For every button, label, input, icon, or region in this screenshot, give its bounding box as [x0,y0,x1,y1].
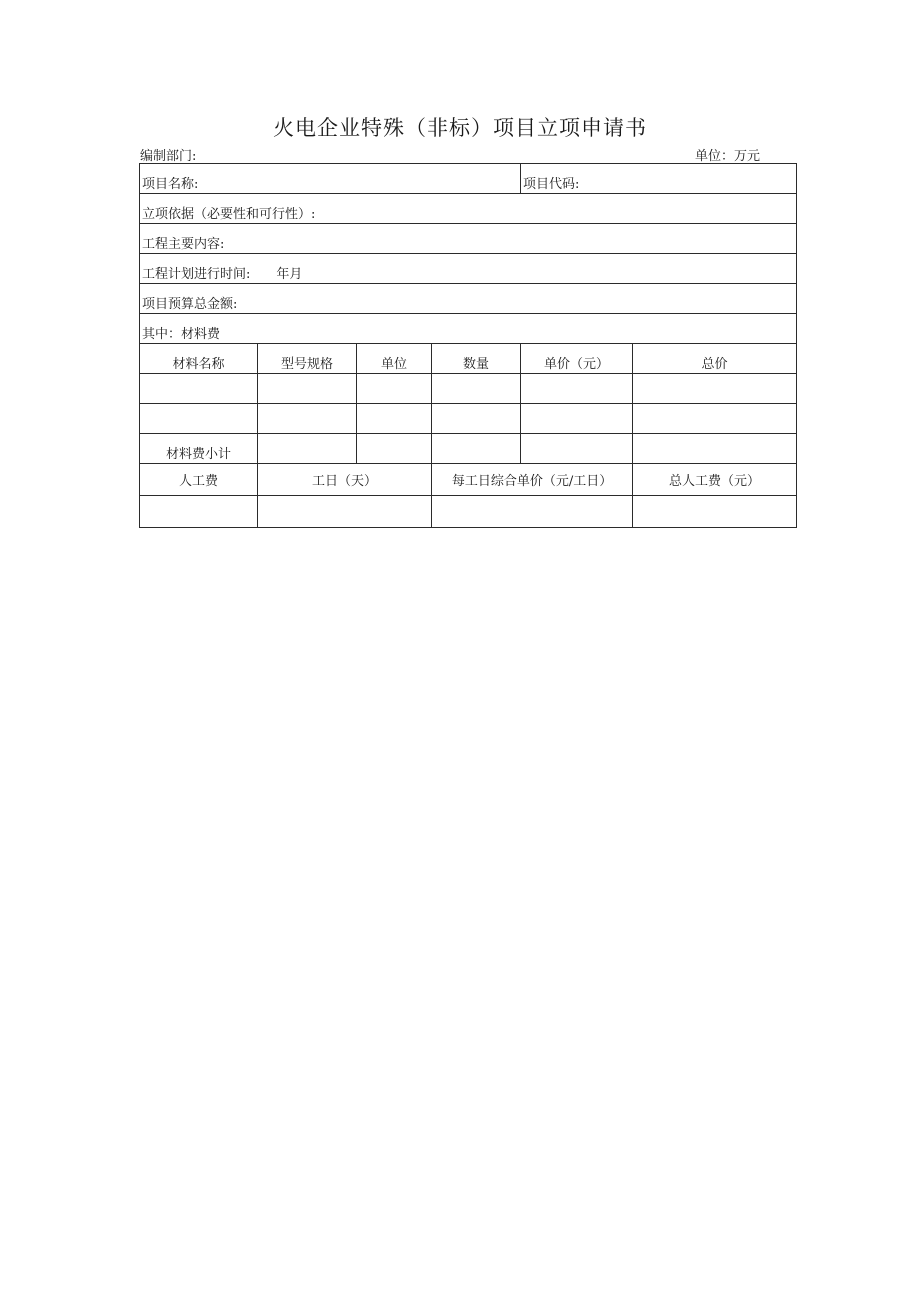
labor-header-row [140,464,797,496]
subtotal-total-cell[interactable] [633,434,797,464]
basis-label: 立项依据（必要性和可行性）: [142,207,316,222]
project-code-label: 项目代码: [523,177,580,192]
unit-price-cell[interactable] [521,374,633,404]
materials-header-row [140,344,797,374]
budget-label: 项目预算总金额: [142,297,238,312]
unit-cell[interactable] [357,374,432,404]
project-name-label: 项目名称: [142,177,199,192]
budget-row [140,284,797,314]
unit-price-cell[interactable] [521,404,633,434]
model-spec-cell[interactable] [258,374,357,404]
material-name-cell[interactable] [140,374,258,404]
material-row [140,404,797,434]
material-fee-label: 其中：材料费 [142,327,221,342]
total-labor-header: 总人工费（元） [633,464,797,496]
material-row [140,374,797,404]
schedule-label: 工程计划进行时间: [142,267,251,282]
page-title: 火电企业特殊（非标）项目立项申请书 [273,116,647,140]
quantity-cell[interactable] [432,404,521,434]
quantity-cell[interactable] [432,374,521,404]
labor-fee-header: 人工费 [140,464,258,496]
basis-row [140,194,797,224]
material-name-header: 材料名称 [140,344,258,374]
schedule-cell[interactable] [140,254,797,284]
subtotal-spec-cell[interactable] [258,434,357,464]
material-subtotal-row [140,434,797,464]
unit-header: 单位 [357,344,432,374]
material-fee-row [140,314,797,344]
content-row [140,224,797,254]
workdays-cell[interactable] [258,496,432,528]
application-form-table [139,163,797,528]
project-code-cell[interactable] [521,164,797,194]
labor-row [140,496,797,528]
subtotal-unit-cell[interactable] [357,434,432,464]
total-price-header: 总价 [633,344,797,374]
project-info-row [140,164,797,194]
schedule-row [140,254,797,284]
dept-label: 编制部门: [140,149,197,164]
total-price-cell[interactable] [633,374,797,404]
material-name-cell[interactable] [140,404,258,434]
content-label: 工程主要内容: [142,237,225,252]
basis-cell[interactable] [140,194,797,224]
model-spec-header: 型号规格 [258,344,357,374]
unit-price-header: 单价（元） [521,344,633,374]
material-fee-cell[interactable] [140,314,797,344]
daily-rate-cell[interactable] [432,496,633,528]
workdays-header: 工日（天） [258,464,432,496]
unit-label: 单位：万元 [695,149,761,164]
total-price-cell[interactable] [633,404,797,434]
subtotal-unit-price-cell[interactable] [521,434,633,464]
model-spec-cell[interactable] [258,404,357,434]
content-cell[interactable] [140,224,797,254]
unit-cell[interactable] [357,404,432,434]
labor-fee-cell[interactable] [140,496,258,528]
material-subtotal-label: 材料费小计 [140,434,258,464]
quantity-header: 数量 [432,344,521,374]
budget-cell[interactable] [140,284,797,314]
schedule-unit: 年月 [276,267,303,282]
project-name-cell[interactable] [140,164,521,194]
daily-rate-header: 每工日综合单价（元/工日） [432,464,633,496]
total-labor-cell[interactable] [633,496,797,528]
subtotal-quantity-cell[interactable] [432,434,521,464]
